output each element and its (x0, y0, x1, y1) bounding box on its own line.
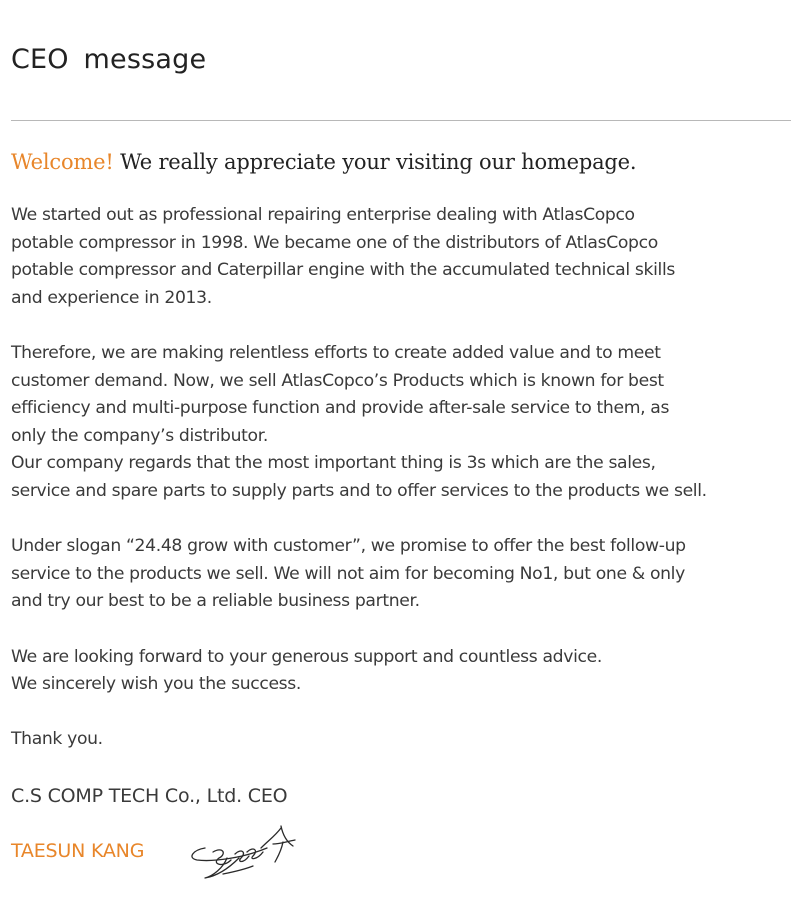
message-line: Therefore, we are making relentless efforts to create added value and to meet (11, 342, 661, 363)
paragraph-gap (11, 312, 800, 340)
welcome-accent: Welcome! (11, 150, 114, 174)
message-line: potable compressor in 1998. We became one of the distributors of AtlasCopco (11, 232, 658, 253)
message-line: We started out as professional repairing enterprise dealing with AtlasCopco (11, 205, 635, 225)
message-line: Under slogan “24.48 grow with customer”, we promise to offer the best follow-up (11, 536, 686, 557)
page-title: CEO message (11, 44, 207, 75)
company-title: C.S COMP TECH Co., Ltd. CEO (11, 785, 288, 807)
message-line: We are looking forward to your generous support and countless advice. (11, 646, 602, 667)
message-line: customer demand. Now, we sell AtlasCopco’s Products which is known for best (11, 370, 664, 391)
message-line: only the company’s distributor. (11, 425, 268, 446)
paragraph-gap (11, 616, 800, 644)
message-line: and try our best to be a reliable business partner. (11, 591, 420, 612)
message-line: potable compressor and Caterpillar engine with the accumulated technical skills (11, 260, 675, 281)
paragraph-gap (11, 506, 800, 534)
message-line: We sincerely wish you the success. (11, 674, 301, 695)
welcome-text: We really appreciate your visiting our homepage. (113, 150, 637, 174)
welcome-heading (11, 150, 636, 174)
paragraph-gap (11, 699, 800, 727)
message-line: Our company regards that the most important thing is 3s which are the sales, (11, 453, 656, 474)
closing-line: Thank you. (11, 729, 103, 750)
message-line: efficiency and multi-purpose function and provide after-sale service to them, as (11, 398, 670, 419)
message-line: service and spare parts to supply parts and to offer services to the products we sell. (11, 480, 707, 501)
title-divider (11, 120, 791, 121)
message-body (11, 202, 800, 754)
message-line: and experience in 2013. (11, 287, 212, 308)
signature-icon (183, 818, 303, 884)
message-line: service to the products we sell. We will not aim for becoming No1, but one & only (11, 563, 685, 584)
ceo-name: TAESUN KANG (11, 840, 145, 862)
